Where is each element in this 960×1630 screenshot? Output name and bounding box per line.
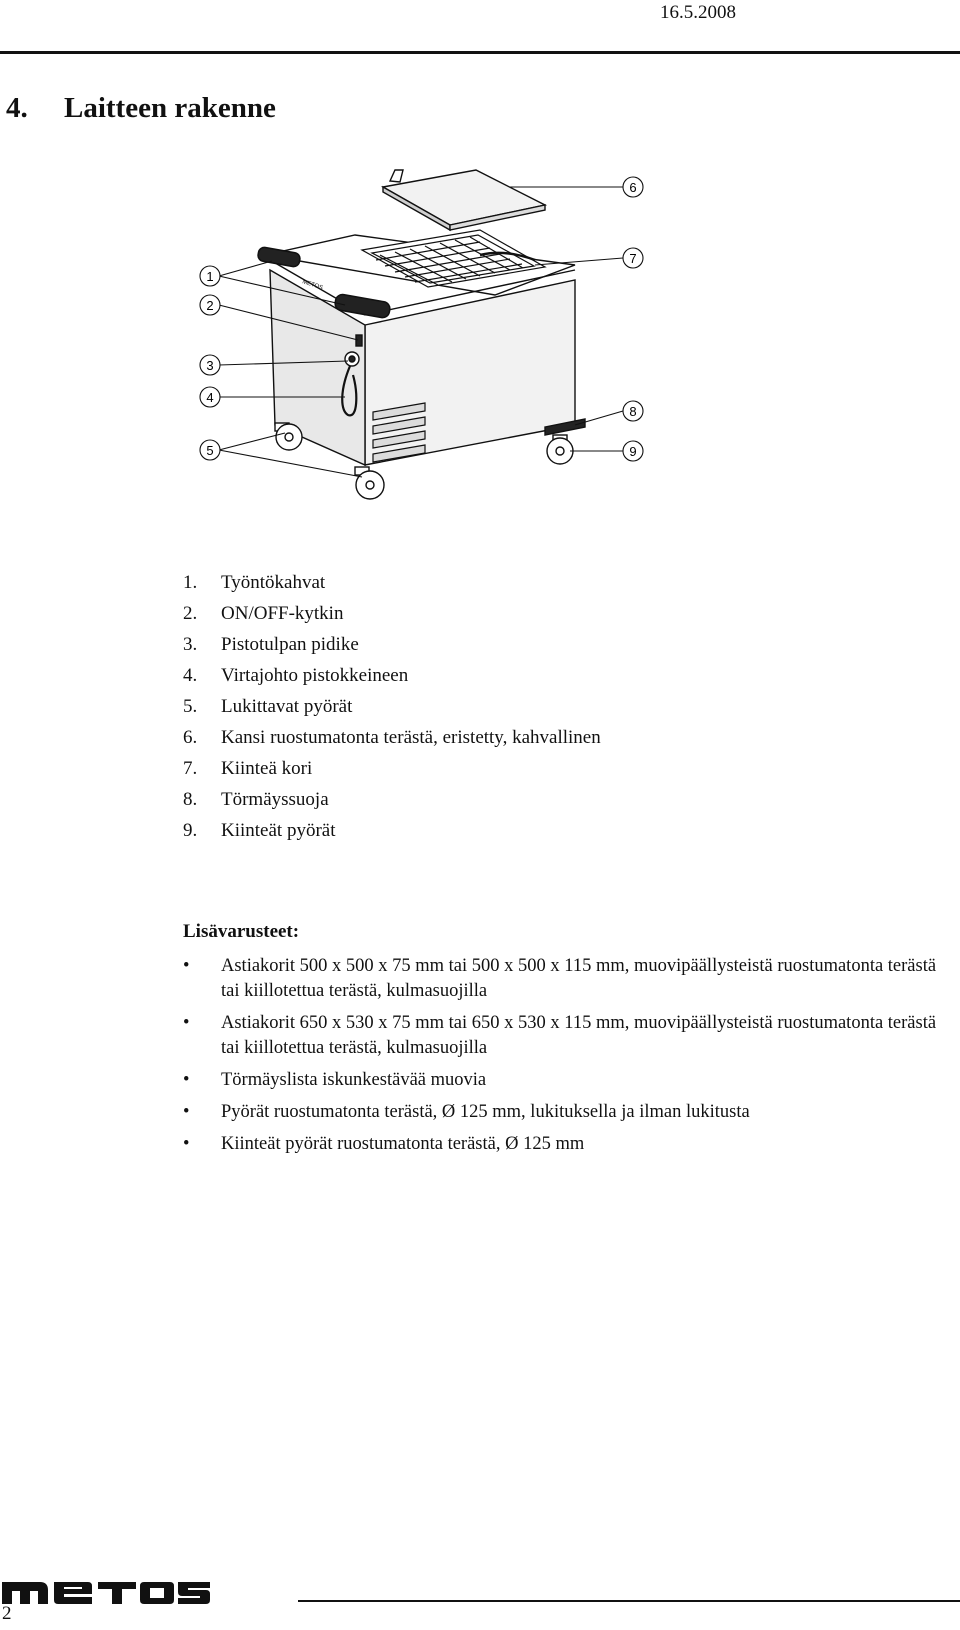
header-rule bbox=[0, 51, 960, 54]
part-number: 6. bbox=[183, 727, 198, 748]
part-label: ON/OFF-kytkin bbox=[221, 603, 344, 624]
accessory-text: Astiakorit 650 x 530 x 75 mm tai 650 x 530 x 115 mm, muovipäällysteistä ruostumatonta terästä tai kiillotettua terästä, kulmasuojilla bbox=[221, 1013, 937, 1058]
part-label: Kiinteät pyörät bbox=[221, 820, 336, 841]
wheel-right-front bbox=[547, 435, 573, 464]
metos-logo bbox=[0, 1576, 215, 1606]
part-number: 1. bbox=[183, 572, 198, 593]
callout-2 bbox=[200, 295, 220, 315]
part-label: Virtajohto pistokkeineen bbox=[221, 665, 409, 686]
accessory-text: Kiinteät pyörät ruostumatonta terästä, Ø 125 mm bbox=[221, 1134, 585, 1154]
part-label: Kiinteä kori bbox=[221, 758, 313, 779]
callout-1-label: 1 bbox=[206, 269, 214, 284]
callout-5 bbox=[200, 440, 220, 460]
part-number: 2. bbox=[183, 603, 198, 624]
callout-7-label: 7 bbox=[629, 251, 637, 266]
page-title bbox=[6, 92, 276, 125]
bullet: • bbox=[183, 1013, 190, 1033]
list-item bbox=[183, 598, 601, 629]
callout-2-label: 2 bbox=[206, 298, 214, 313]
callout-1 bbox=[200, 266, 220, 286]
accessory-text: Astiakorit 500 x 500 x 75 mm tai 500 x 500 x 115 mm, muovipäällysteistä ruostumatonta terästä tai kiillotettua terästä, kulmasuojilla bbox=[221, 956, 937, 1001]
footer-rule bbox=[298, 1600, 960, 1602]
part-number: 8. bbox=[183, 789, 198, 810]
section-number: 4. bbox=[6, 92, 28, 124]
list-item bbox=[183, 1011, 958, 1061]
callout-4 bbox=[200, 387, 220, 407]
wheel-left-front bbox=[355, 467, 384, 499]
list-item bbox=[183, 1132, 958, 1157]
callout-9-label: 9 bbox=[629, 444, 637, 459]
list-item bbox=[183, 722, 601, 753]
page-number: 2 bbox=[2, 1603, 12, 1624]
part-label: Pistotulpan pidike bbox=[221, 634, 359, 655]
callout-6-label: 6 bbox=[629, 180, 637, 195]
callout-9 bbox=[623, 441, 643, 461]
cabinet-illustration bbox=[190, 165, 690, 525]
part-label: Lukittavat pyörät bbox=[221, 696, 353, 717]
part-label: Törmäyssuoja bbox=[221, 789, 329, 810]
part-number: 9. bbox=[183, 820, 198, 841]
part-label: Työntökahvat bbox=[221, 572, 326, 593]
callout-3 bbox=[200, 355, 220, 375]
part-number: 5. bbox=[183, 696, 198, 717]
parts-list bbox=[183, 567, 601, 846]
accessories-list bbox=[183, 954, 958, 1164]
callout-5-label: 5 bbox=[206, 443, 214, 458]
accessories-heading: Lisävarusteet: bbox=[183, 921, 300, 942]
part-number: 7. bbox=[183, 758, 198, 779]
lid bbox=[383, 170, 545, 230]
list-item bbox=[183, 753, 601, 784]
part-number: 4. bbox=[183, 665, 198, 686]
list-item bbox=[183, 660, 601, 691]
callout-8 bbox=[623, 401, 643, 421]
list-item bbox=[183, 567, 601, 598]
accessory-text: Pyörät ruostumatonta terästä, Ø 125 mm, lukituksella ja ilman lukitusta bbox=[221, 1102, 750, 1122]
header-date: 16.5.2008 bbox=[660, 2, 736, 23]
callout-4-label: 4 bbox=[206, 390, 214, 405]
list-item bbox=[183, 954, 958, 1004]
list-item bbox=[183, 691, 601, 722]
list-item bbox=[183, 784, 601, 815]
bullet: • bbox=[183, 1102, 190, 1122]
accessory-text: Törmäyslista iskunkestävää muovia bbox=[221, 1070, 487, 1090]
callout-6 bbox=[623, 177, 643, 197]
part-label: Kansi ruostumatonta terästä, eristetty, kahvallinen bbox=[221, 727, 601, 748]
bullet: • bbox=[183, 1070, 190, 1090]
svg-text:METOS: METOS bbox=[301, 279, 324, 292]
bullet: • bbox=[183, 956, 190, 976]
list-item bbox=[183, 1100, 958, 1125]
wheel-left-rear bbox=[275, 423, 302, 450]
bullet: • bbox=[183, 1134, 190, 1154]
section-title: Laitteen rakenne bbox=[64, 92, 276, 124]
callout-8-label: 8 bbox=[629, 404, 637, 419]
part-number: 3. bbox=[183, 634, 198, 655]
callout-7 bbox=[623, 248, 643, 268]
list-item bbox=[183, 1068, 958, 1093]
list-item bbox=[183, 629, 601, 660]
list-item bbox=[183, 815, 601, 846]
callout-3-label: 3 bbox=[206, 358, 214, 373]
